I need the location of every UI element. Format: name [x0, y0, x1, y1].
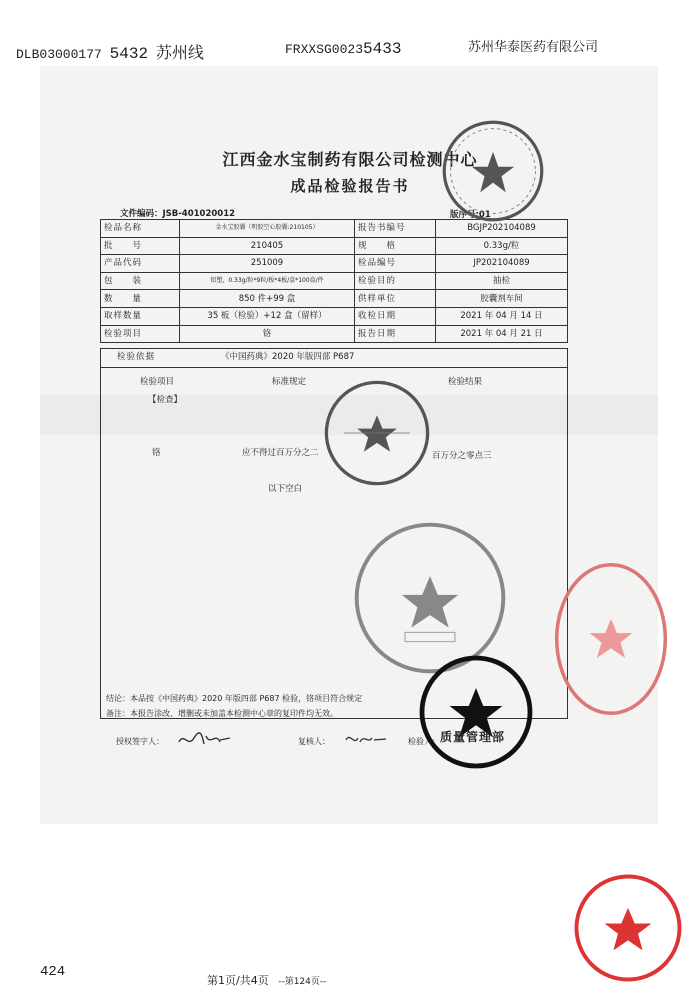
info-value: 胶囊剂车间 — [436, 290, 568, 308]
info-value: 251009 — [180, 255, 355, 273]
wuxi-jiuzhoutong-seal — [416, 652, 536, 772]
info-value: 210405 — [180, 237, 355, 255]
sequence-info: --第124页-- — [278, 977, 327, 987]
ref-code-prefix: FRXXSG0023 — [285, 42, 364, 57]
authorized-signer-label: 授权签字人： — [116, 737, 164, 746]
suzhou-huatai-seal — [572, 872, 684, 984]
authorized-signature-icon — [176, 728, 232, 750]
route-label: 苏州线 — [155, 43, 204, 62]
info-value: JP202104089 — [436, 255, 568, 273]
info-label: 产品代码 — [101, 255, 180, 273]
col-item-header: 检验项目 — [140, 377, 175, 387]
company-top-right: 苏州华泰医药有限公司 — [468, 40, 599, 55]
info-value: 2021 年 04 月 21 日 — [436, 325, 568, 343]
col-result-header: 检验结果 — [448, 377, 483, 387]
info-label: 供样单位 — [355, 290, 436, 308]
basis-label: 检验依据 — [117, 352, 156, 362]
info-row — [101, 255, 568, 273]
inspector-label: 检验人： — [408, 737, 440, 746]
file-number-label: 文件编码： — [120, 209, 163, 219]
info-row — [101, 290, 568, 308]
reviewer — [298, 736, 330, 747]
info-label: 报告日期 — [355, 325, 436, 343]
info-label: 报告书编号 — [355, 220, 436, 238]
info-label: 收检日期 — [355, 307, 436, 325]
info-value: BGJP202104089 — [436, 220, 568, 238]
info-label: 包 装 — [101, 272, 180, 290]
info-value: 850 件+99 盒 — [180, 290, 355, 308]
doc-code-prefix: DLB03000177 — [16, 47, 102, 62]
info-row — [101, 237, 568, 255]
info-label: 规 格 — [355, 237, 436, 255]
info-value: 金水宝胶囊（明胶空心胶囊:210105） — [180, 220, 355, 238]
basis-value: 《中国药典》2020 年版四部 P687 — [221, 352, 355, 362]
info-value: 抽检 — [436, 272, 568, 290]
info-value: 0.33g/粒 — [436, 237, 568, 255]
info-label: 取样数量 — [101, 307, 180, 325]
reviewer-signature-icon — [344, 730, 388, 748]
wuxi-seal-dept: 质量管理部 — [440, 730, 506, 744]
info-label: 检品编号 — [355, 255, 436, 273]
suzhou-huatai-seal-side — [552, 560, 670, 718]
reviewer-label: 复核人： — [298, 737, 330, 746]
info-label: 检品名称 — [101, 220, 180, 238]
org-title: 江西金水宝制药有限公司检测中心 — [222, 150, 478, 169]
file-number-value: JSB-401020012 — [162, 209, 236, 219]
info-label: 数 量 — [101, 290, 180, 308]
conclusion-text: 结论：本品按《中国药典》2020 年版四部 P687 检验，铬项目符合规定 — [106, 694, 363, 703]
jinshuibao-seal-top — [440, 118, 546, 224]
col-standard-header: 标准规定 — [272, 377, 307, 387]
item-name: 铬 — [152, 448, 161, 458]
section-check: 【检查】 — [148, 395, 183, 405]
info-row — [101, 307, 568, 325]
info-value: 35 板（检验）+12 盒（留样） — [180, 307, 355, 325]
info-row — [101, 325, 568, 343]
authorized-signer — [116, 736, 164, 747]
footer-page-info — [207, 972, 326, 988]
remark-text: 备注：本报告涂改、增删或未加盖本检测中心章的复印件均无效。 — [106, 709, 338, 718]
info-table — [100, 219, 568, 343]
item-result: 百万分之零点三 — [432, 451, 492, 461]
info-row — [101, 272, 568, 290]
blank-note: 以下空白 — [268, 484, 303, 494]
info-value: 2021 年 04 月 14 日 — [436, 307, 568, 325]
doc-title: 成品检验报告书 — [290, 177, 410, 195]
jinshuibao-seal-center — [322, 378, 432, 488]
version-number: 版序号:01 — [450, 210, 491, 220]
footer-left-number: 424 — [40, 964, 66, 980]
ref-code-number: 5433 — [363, 40, 402, 58]
file-number — [120, 207, 235, 219]
info-value: 铝塑，0.33g/粒*9粒/板*4板/盒*100盒/件 — [180, 272, 355, 290]
header-doc-code — [16, 40, 204, 63]
info-label: 检验项目 — [101, 325, 180, 343]
basis-row — [100, 348, 568, 368]
doc-code-number: 5432 — [109, 45, 149, 63]
info-value: 铬 — [180, 325, 355, 343]
page-info: 第1页/共4页 — [207, 974, 269, 987]
item-standard: 应不得过百万分之二 — [242, 448, 319, 458]
info-label: 检验目的 — [355, 272, 436, 290]
header-ref-code — [285, 40, 401, 58]
info-label: 批 号 — [101, 237, 180, 255]
